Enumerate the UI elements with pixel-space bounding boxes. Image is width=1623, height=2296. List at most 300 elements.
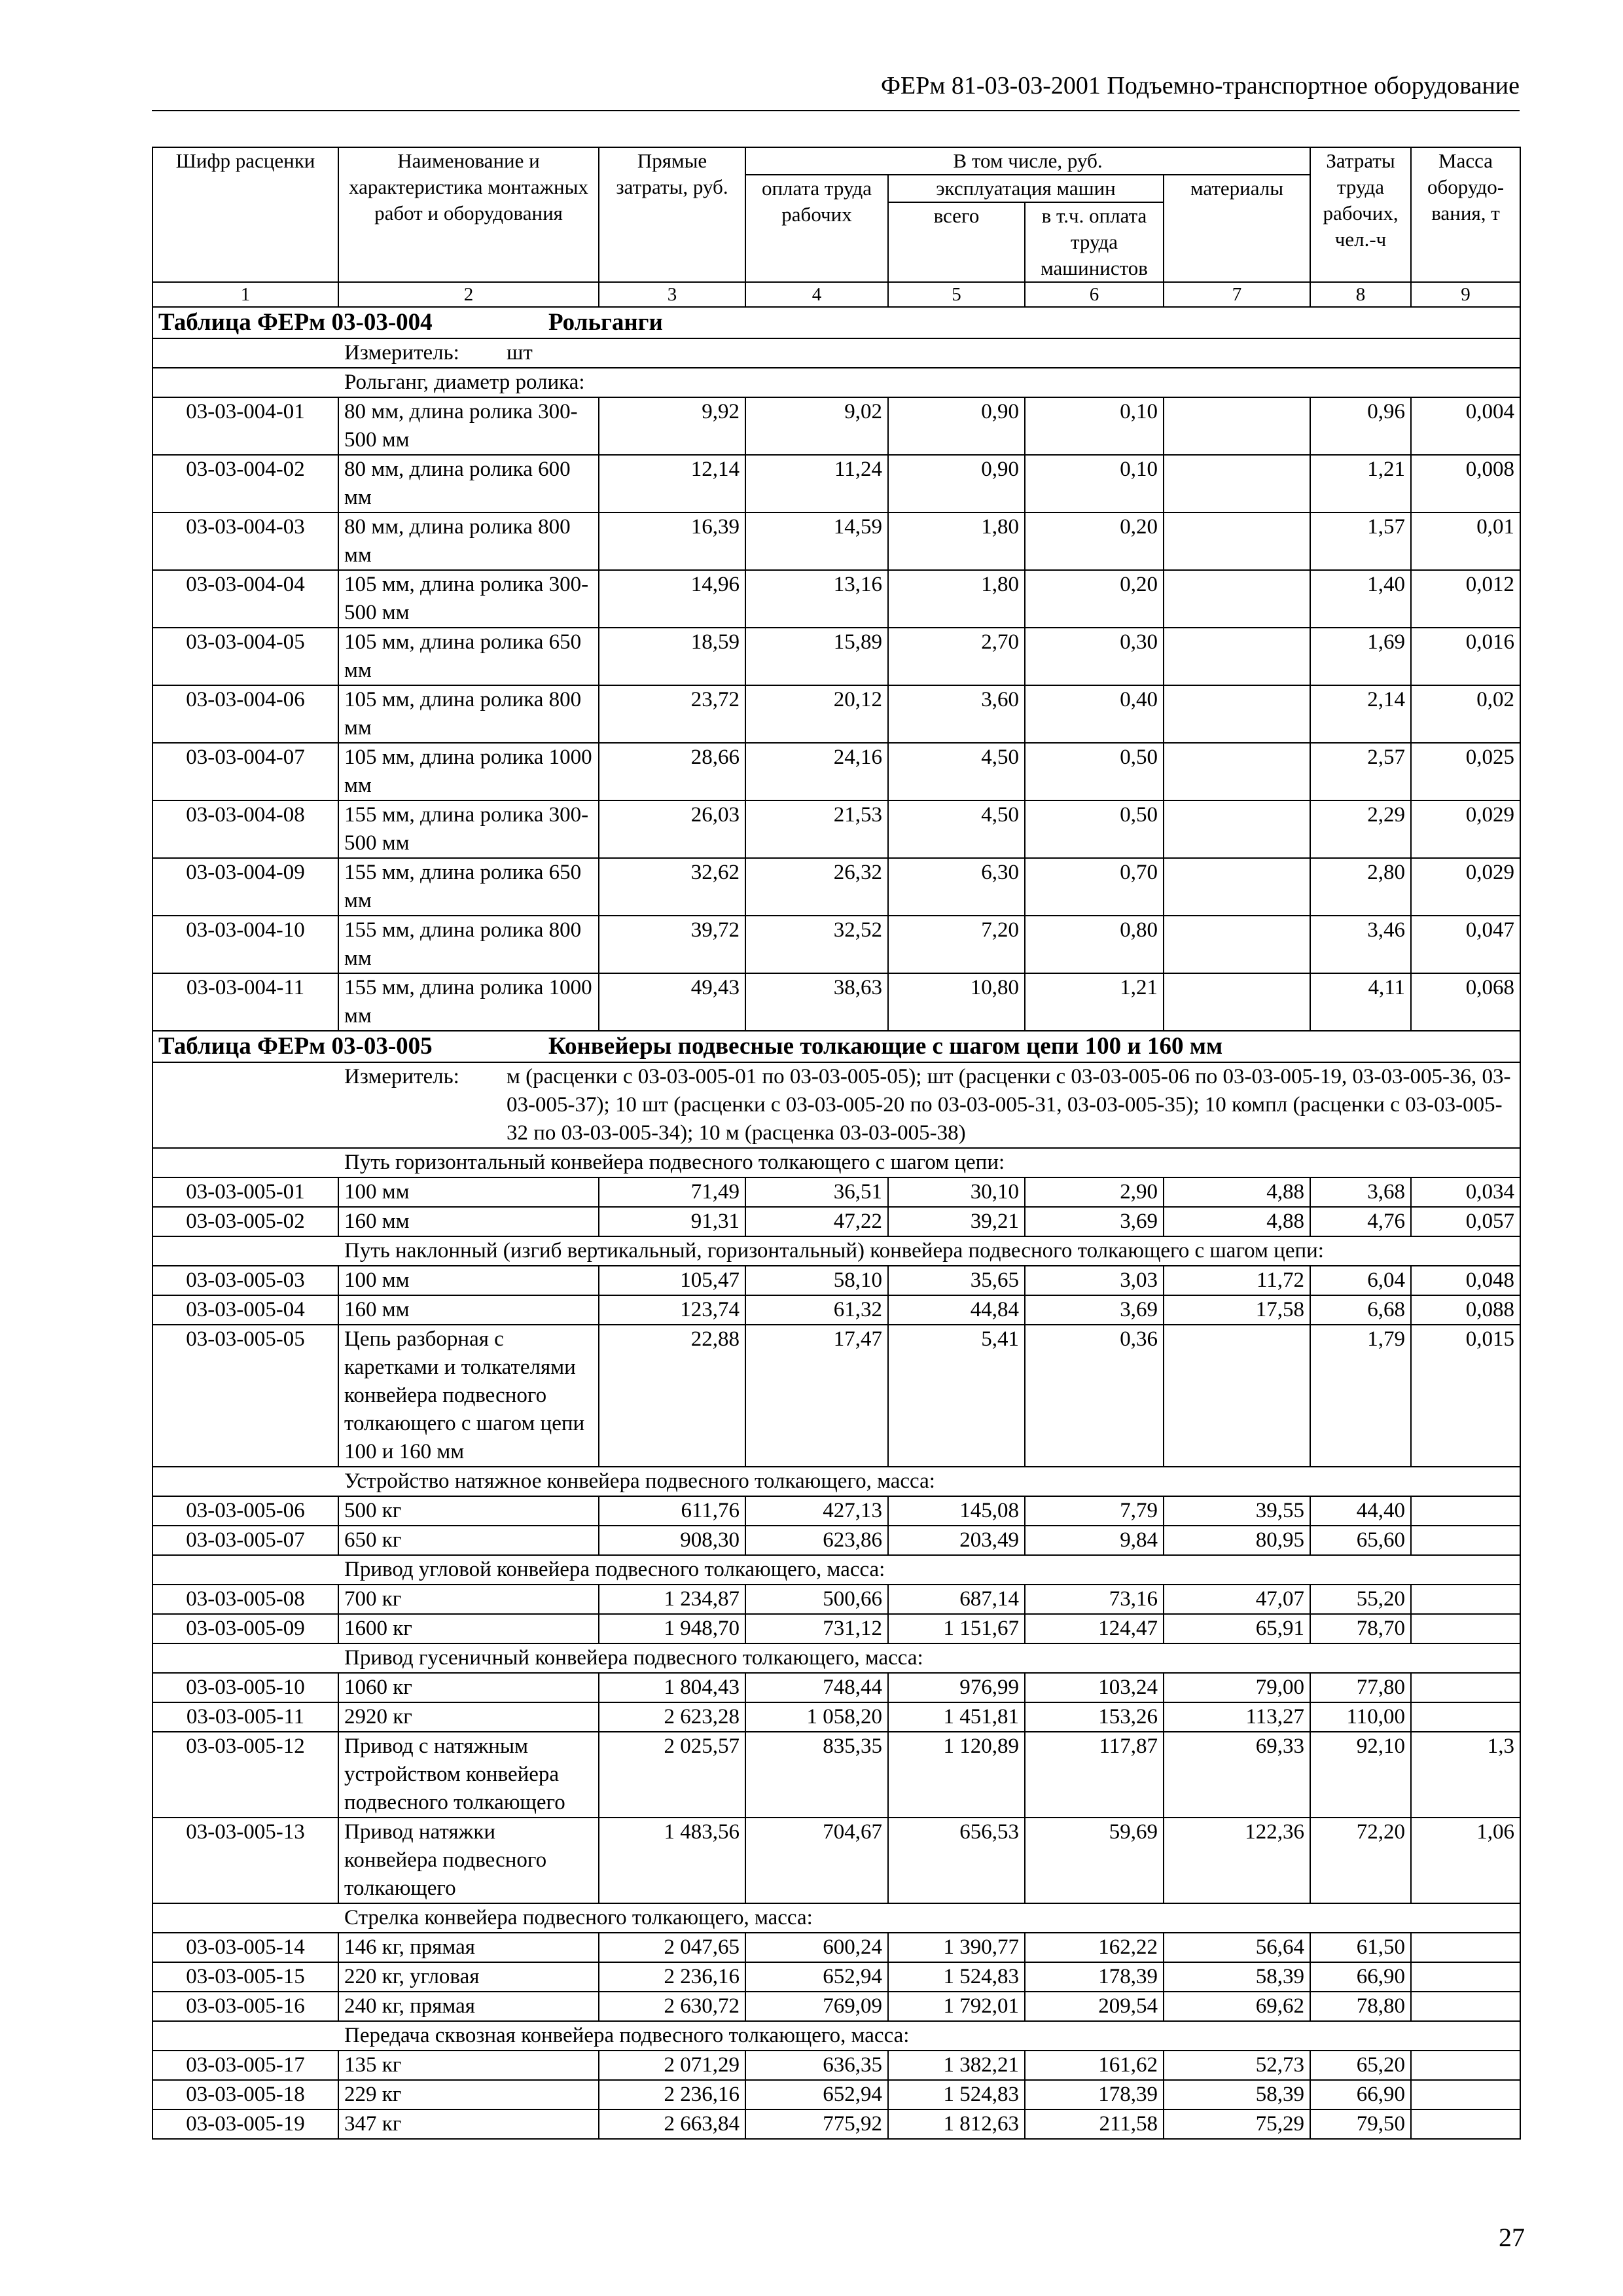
- cell-wages: 47,22: [745, 1207, 888, 1236]
- cell-code: 03-03-004-07: [152, 743, 338, 800]
- cell-machines-total: 1 382,21: [888, 2051, 1025, 2080]
- column-number: 1: [152, 282, 338, 307]
- cell-name: 105 мм, длина ролика 650 мм: [338, 628, 599, 685]
- table-row: [152, 1673, 1520, 1702]
- cell-labor: 44,40: [1310, 1496, 1411, 1526]
- cell-wages: 17,47: [745, 1325, 888, 1467]
- cell-direct-cost: 1 483,56: [599, 1818, 745, 1903]
- group-heading-cell: [152, 1148, 1520, 1177]
- cell-machines-total: 7,20: [888, 916, 1025, 973]
- cell-code: 03-03-004-09: [152, 858, 338, 916]
- cell-machines-wages: 3,03: [1025, 1266, 1164, 1295]
- cell-wages: 600,24: [745, 1933, 888, 1962]
- cell-materials: [1164, 512, 1310, 570]
- column-number: 6: [1025, 282, 1164, 307]
- cell-name: 347 кг: [338, 2109, 599, 2139]
- meter-row: [152, 338, 1520, 368]
- cell-name: 155 мм, длина ролика 650 мм: [338, 858, 599, 916]
- cell-machines-wages: 7,79: [1025, 1496, 1164, 1526]
- column-number: 3: [599, 282, 745, 307]
- cell-name: 100 мм: [338, 1266, 599, 1295]
- col-header-direct: Прямые затраты, руб.: [599, 147, 745, 282]
- cell-machines-total: 656,53: [888, 1818, 1025, 1903]
- table-row: [152, 1933, 1520, 1962]
- column-number: 7: [1164, 282, 1310, 307]
- cell-direct-cost: 91,31: [599, 1207, 745, 1236]
- cell-code: 03-03-005-10: [152, 1673, 338, 1702]
- cell-machines-wages: 153,26: [1025, 1702, 1164, 1732]
- cell-mass: 0,029: [1411, 800, 1520, 858]
- cell-machines-wages: 1,21: [1025, 973, 1164, 1031]
- cell-name: 500 кг: [338, 1496, 599, 1526]
- cell-wages: 38,63: [745, 973, 888, 1031]
- cell-labor: 2,29: [1310, 800, 1411, 858]
- cell-name: 220 кг, угловая: [338, 1962, 599, 1992]
- cell-materials: 17,58: [1164, 1295, 1310, 1325]
- cell-code: 03-03-005-16: [152, 1992, 338, 2021]
- cell-machines-total: 6,30: [888, 858, 1025, 916]
- cell-machines-wages: 0,50: [1025, 743, 1164, 800]
- cell-labor: 1,21: [1310, 455, 1411, 512]
- cell-wages: 835,35: [745, 1732, 888, 1818]
- table-row: [152, 2051, 1520, 2080]
- cell-machines-wages: 103,24: [1025, 1673, 1164, 1702]
- cell-mass: 0,008: [1411, 455, 1520, 512]
- cell-wages: 11,24: [745, 455, 888, 512]
- cell-direct-cost: 49,43: [599, 973, 745, 1031]
- cell-code: 03-03-005-09: [152, 1614, 338, 1643]
- cell-mass: [1411, 1962, 1520, 1992]
- cell-mass: 0,057: [1411, 1207, 1520, 1236]
- group-heading: Привод угловой конвейера подвесного толкающего, масса:: [344, 1558, 885, 1581]
- cell-code: 03-03-004-08: [152, 800, 338, 858]
- cell-name: 105 мм, длина ролика 300-500 мм: [338, 570, 599, 628]
- cell-mass: 0,02: [1411, 685, 1520, 743]
- col-header-labor: Затраты труда рабочих, чел.-ч: [1310, 147, 1411, 282]
- cell-mass: [1411, 1933, 1520, 1962]
- cell-labor: 72,20: [1310, 1818, 1411, 1903]
- table-row: [152, 397, 1520, 455]
- group-heading-cell: [152, 1903, 1520, 1933]
- cell-machines-total: 3,60: [888, 685, 1025, 743]
- cell-direct-cost: 123,74: [599, 1295, 745, 1325]
- cell-direct-cost: 908,30: [599, 1526, 745, 1555]
- cell-labor: 4,11: [1310, 973, 1411, 1031]
- cell-name: 155 мм, длина ролика 1000 мм: [338, 973, 599, 1031]
- table-row: [152, 1818, 1520, 1903]
- table-row: [152, 1992, 1520, 2021]
- price-table: [152, 147, 1521, 2140]
- cell-mass: [1411, 2051, 1520, 2080]
- cell-mass: [1411, 2109, 1520, 2139]
- cell-machines-total: 145,08: [888, 1496, 1025, 1526]
- meter-cell: [152, 338, 1520, 368]
- cell-mass: 0,068: [1411, 973, 1520, 1031]
- cell-labor: 1,79: [1310, 1325, 1411, 1467]
- cell-wages: 1 058,20: [745, 1702, 888, 1732]
- cell-code: 03-03-005-05: [152, 1325, 338, 1467]
- group-heading: Рольганг, диаметр ролика:: [344, 370, 585, 394]
- table-row: [152, 2109, 1520, 2139]
- cell-wages: 26,32: [745, 858, 888, 916]
- cell-machines-total: 1 451,81: [888, 1702, 1025, 1732]
- column-number: 4: [745, 282, 888, 307]
- cell-mass: 0,012: [1411, 570, 1520, 628]
- cell-direct-cost: 2 025,57: [599, 1732, 745, 1818]
- cell-direct-cost: 105,47: [599, 1266, 745, 1295]
- group-heading: Путь горизонтальный конвейера подвесного толкающего с шагом цепи:: [344, 1151, 1005, 1174]
- cell-labor: 3,46: [1310, 916, 1411, 973]
- cell-machines-wages: 0,10: [1025, 455, 1164, 512]
- cell-mass: [1411, 1992, 1520, 2021]
- cell-direct-cost: 2 071,29: [599, 2051, 745, 2080]
- cell-materials: 79,00: [1164, 1673, 1310, 1702]
- table-row: [152, 1496, 1520, 1526]
- cell-direct-cost: 39,72: [599, 916, 745, 973]
- table-row: [152, 1295, 1520, 1325]
- cell-direct-cost: 1 804,43: [599, 1673, 745, 1702]
- cell-labor: 78,70: [1310, 1614, 1411, 1643]
- cell-materials: 58,39: [1164, 1962, 1310, 1992]
- cell-name: 160 мм: [338, 1207, 599, 1236]
- group-heading-row: [152, 1643, 1520, 1673]
- cell-code: 03-03-004-05: [152, 628, 338, 685]
- cell-wages: 623,86: [745, 1526, 888, 1555]
- page-number: 27: [1499, 2223, 1525, 2252]
- cell-machines-total: 687,14: [888, 1585, 1025, 1614]
- col-header-machines: эксплуатация машин: [888, 175, 1164, 202]
- cell-wages: 20,12: [745, 685, 888, 743]
- table-row: [152, 858, 1520, 916]
- cell-machines-total: 0,90: [888, 397, 1025, 455]
- group-heading-cell: [152, 1236, 1520, 1266]
- cell-materials: 11,72: [1164, 1266, 1310, 1295]
- cell-mass: [1411, 1702, 1520, 1732]
- cell-wages: 21,53: [745, 800, 888, 858]
- table-row: [152, 800, 1520, 858]
- cell-name: 240 кг, прямая: [338, 1992, 599, 2021]
- table-title-row: [152, 1031, 1520, 1062]
- table-row: [152, 1207, 1520, 1236]
- cell-code: 03-03-005-02: [152, 1207, 338, 1236]
- cell-name: 650 кг: [338, 1526, 599, 1555]
- cell-labor: 65,60: [1310, 1526, 1411, 1555]
- cell-labor: 55,20: [1310, 1585, 1411, 1614]
- cell-direct-cost: 2 623,28: [599, 1702, 745, 1732]
- table-row: [152, 1614, 1520, 1643]
- group-heading-cell: [152, 368, 1520, 397]
- cell-machines-total: 1 390,77: [888, 1933, 1025, 1962]
- cell-wages: 13,16: [745, 570, 888, 628]
- cell-mass: 0,034: [1411, 1177, 1520, 1207]
- cell-mass: 0,088: [1411, 1295, 1520, 1325]
- running-header: [152, 71, 1520, 111]
- cell-materials: [1164, 973, 1310, 1031]
- cell-code: 03-03-004-10: [152, 916, 338, 973]
- cell-machines-wages: 0,36: [1025, 1325, 1164, 1467]
- table-label: Таблица ФЕРм 03-03-004: [158, 309, 433, 336]
- cell-direct-cost: 23,72: [599, 685, 745, 743]
- cell-wages: 36,51: [745, 1177, 888, 1207]
- group-heading-cell: [152, 2021, 1520, 2051]
- table-title: Конвейеры подвесные толкающие с шагом цепи 100 и 160 мм: [548, 1033, 1223, 1060]
- cell-code: 03-03-005-03: [152, 1266, 338, 1295]
- cell-machines-wages: 0,80: [1025, 916, 1164, 973]
- cell-materials: 56,64: [1164, 1933, 1310, 1962]
- meter-row: [152, 1062, 1520, 1148]
- cell-materials: 4,88: [1164, 1177, 1310, 1207]
- table-title-row: [152, 307, 1520, 338]
- cell-mass: [1411, 1585, 1520, 1614]
- cell-code: 03-03-005-07: [152, 1526, 338, 1555]
- cell-materials: 58,39: [1164, 2080, 1310, 2109]
- cell-direct-cost: 2 047,65: [599, 1933, 745, 1962]
- table-row: [152, 2080, 1520, 2109]
- cell-wages: 58,10: [745, 1266, 888, 1295]
- cell-code: 03-03-004-02: [152, 455, 338, 512]
- cell-machines-wages: 0,20: [1025, 570, 1164, 628]
- col-header-machines-wages: в т.ч. оплата труда машинистов: [1025, 202, 1164, 282]
- cell-mass: 0,025: [1411, 743, 1520, 800]
- cell-code: 03-03-005-15: [152, 1962, 338, 1992]
- cell-direct-cost: 2 630,72: [599, 1992, 745, 2021]
- cell-code: 03-03-005-13: [152, 1818, 338, 1903]
- cell-wages: 500,66: [745, 1585, 888, 1614]
- table-row: [152, 455, 1520, 512]
- cell-direct-cost: 22,88: [599, 1325, 745, 1467]
- cell-mass: 1,06: [1411, 1818, 1520, 1903]
- cell-machines-wages: 0,30: [1025, 628, 1164, 685]
- cell-wages: 636,35: [745, 2051, 888, 2080]
- cell-labor: 1,57: [1310, 512, 1411, 570]
- cell-direct-cost: 1 948,70: [599, 1614, 745, 1643]
- cell-code: 03-03-004-01: [152, 397, 338, 455]
- cell-mass: 0,029: [1411, 858, 1520, 916]
- cell-machines-total: 35,65: [888, 1266, 1025, 1295]
- cell-labor: 0,96: [1310, 397, 1411, 455]
- cell-machines-total: 1 812,63: [888, 2109, 1025, 2139]
- cell-wages: 15,89: [745, 628, 888, 685]
- cell-machines-wages: 0,50: [1025, 800, 1164, 858]
- cell-mass: 0,015: [1411, 1325, 1520, 1467]
- group-heading-row: [152, 1903, 1520, 1933]
- table-row: [152, 685, 1520, 743]
- group-heading-row: [152, 1555, 1520, 1585]
- cell-code: 03-03-005-08: [152, 1585, 338, 1614]
- cell-materials: [1164, 455, 1310, 512]
- column-number-row: [152, 282, 1520, 307]
- cell-direct-cost: 2 236,16: [599, 2080, 745, 2109]
- cell-materials: 75,29: [1164, 2109, 1310, 2139]
- cell-code: 03-03-004-03: [152, 512, 338, 570]
- cell-materials: [1164, 858, 1310, 916]
- cell-code: 03-03-005-06: [152, 1496, 338, 1526]
- cell-labor: 66,90: [1310, 1962, 1411, 1992]
- running-title: ФЕРм 81-03-03-2001 Подъемно-транспортное оборудование: [881, 72, 1520, 99]
- cell-machines-total: 2,70: [888, 628, 1025, 685]
- cell-materials: 69,33: [1164, 1732, 1310, 1818]
- table-row: [152, 973, 1520, 1031]
- cell-machines-total: 1,80: [888, 512, 1025, 570]
- cell-materials: 52,73: [1164, 2051, 1310, 2080]
- cell-name: 229 кг: [338, 2080, 599, 2109]
- cell-name: 80 мм, длина ролика 300-500 мм: [338, 397, 599, 455]
- cell-labor: 4,76: [1310, 1207, 1411, 1236]
- cell-machines-wages: 211,58: [1025, 2109, 1164, 2139]
- cell-wages: 9,02: [745, 397, 888, 455]
- group-heading: Устройство натяжное конвейера подвесного толкающего, масса:: [344, 1469, 935, 1493]
- cell-direct-cost: 611,76: [599, 1496, 745, 1526]
- cell-labor: 79,50: [1310, 2109, 1411, 2139]
- cell-machines-wages: 73,16: [1025, 1585, 1164, 1614]
- cell-code: 03-03-005-18: [152, 2080, 338, 2109]
- cell-machines-wages: 209,54: [1025, 1992, 1164, 2021]
- cell-labor: 78,80: [1310, 1992, 1411, 2021]
- cell-direct-cost: 32,62: [599, 858, 745, 916]
- cell-machines-wages: 3,69: [1025, 1207, 1164, 1236]
- cell-name: 105 мм, длина ролика 1000 мм: [338, 743, 599, 800]
- cell-mass: [1411, 1673, 1520, 1702]
- cell-labor: 66,90: [1310, 2080, 1411, 2109]
- cell-machines-wages: 0,40: [1025, 685, 1164, 743]
- cell-machines-total: 4,50: [888, 800, 1025, 858]
- cell-materials: 80,95: [1164, 1526, 1310, 1555]
- cell-code: 03-03-004-11: [152, 973, 338, 1031]
- cell-machines-wages: 9,84: [1025, 1526, 1164, 1555]
- table-row: [152, 916, 1520, 973]
- cell-direct-cost: 1 234,87: [599, 1585, 745, 1614]
- cell-materials: [1164, 800, 1310, 858]
- col-header-including: В том числе, руб.: [745, 147, 1310, 175]
- group-heading-cell: [152, 1643, 1520, 1673]
- column-number: 2: [338, 282, 599, 307]
- column-number: 8: [1310, 282, 1411, 307]
- cell-name: 100 мм: [338, 1177, 599, 1207]
- cell-labor: 2,14: [1310, 685, 1411, 743]
- cell-wages: 61,32: [745, 1295, 888, 1325]
- cell-materials: 65,91: [1164, 1614, 1310, 1643]
- col-header-code: Шифр расценки: [152, 147, 338, 282]
- cell-wages: 775,92: [745, 2109, 888, 2139]
- cell-code: 03-03-005-11: [152, 1702, 338, 1732]
- cell-materials: 4,88: [1164, 1207, 1310, 1236]
- cell-labor: 6,04: [1310, 1266, 1411, 1295]
- cell-name: 80 мм, длина ролика 600 мм: [338, 455, 599, 512]
- group-heading-row: [152, 1148, 1520, 1177]
- cell-direct-cost: 2 663,84: [599, 2109, 745, 2139]
- group-heading: Передача сквозная конвейера подвесного толкающего, масса:: [344, 2024, 910, 2047]
- cell-labor: 61,50: [1310, 1933, 1411, 1962]
- cell-materials: 113,27: [1164, 1702, 1310, 1732]
- cell-labor: 1,69: [1310, 628, 1411, 685]
- table-row: [152, 1702, 1520, 1732]
- cell-name: Цепь разборная с каретками и толкателями конвейера подвесного толкающего с шагом цепи 100 и 160 мм: [338, 1325, 599, 1467]
- cell-mass: 0,004: [1411, 397, 1520, 455]
- cell-machines-total: 976,99: [888, 1673, 1025, 1702]
- cell-direct-cost: 26,03: [599, 800, 745, 858]
- cell-machines-total: 1 524,83: [888, 1962, 1025, 1992]
- table-row: [152, 1585, 1520, 1614]
- table-row: [152, 743, 1520, 800]
- cell-labor: 110,00: [1310, 1702, 1411, 1732]
- table-header: [152, 147, 1520, 307]
- group-heading-row: [152, 1467, 1520, 1496]
- cell-labor: 3,68: [1310, 1177, 1411, 1207]
- cell-labor: 77,80: [1310, 1673, 1411, 1702]
- column-number: 5: [888, 282, 1025, 307]
- meter-cell: [152, 1062, 1520, 1148]
- group-heading: Привод гусеничный конвейера подвесного толкающего, масса:: [344, 1646, 923, 1670]
- cell-name: 1060 кг: [338, 1673, 599, 1702]
- cell-name: 80 мм, длина ролика 800 мм: [338, 512, 599, 570]
- group-heading-row: [152, 1236, 1520, 1266]
- cell-machines-total: 1 524,83: [888, 2080, 1025, 2109]
- table-row: [152, 570, 1520, 628]
- cell-machines-wages: 178,39: [1025, 1962, 1164, 1992]
- cell-name: 135 кг: [338, 2051, 599, 2080]
- cell-code: 03-03-005-17: [152, 2051, 338, 2080]
- cell-name: 146 кг, прямая: [338, 1933, 599, 1962]
- table-row: [152, 512, 1520, 570]
- cell-wages: 652,94: [745, 1962, 888, 1992]
- meter-label: Измеритель:: [344, 1065, 459, 1088]
- cell-machines-wages: 178,39: [1025, 2080, 1164, 2109]
- cell-materials: [1164, 628, 1310, 685]
- meter-value: шт: [507, 341, 533, 365]
- cell-materials: 69,62: [1164, 1992, 1310, 2021]
- column-number: 9: [1411, 282, 1520, 307]
- cell-code: 03-03-004-06: [152, 685, 338, 743]
- cell-name: Привод натяжки конвейера подвесного толкающего: [338, 1818, 599, 1903]
- group-heading-row: [152, 2021, 1520, 2051]
- cell-direct-cost: 28,66: [599, 743, 745, 800]
- cell-name: 700 кг: [338, 1585, 599, 1614]
- cell-machines-total: 5,41: [888, 1325, 1025, 1467]
- cell-direct-cost: 12,14: [599, 455, 745, 512]
- cell-name: 160 мм: [338, 1295, 599, 1325]
- cell-machines-total: 10,80: [888, 973, 1025, 1031]
- group-heading: Стрелка конвейера подвесного толкающего, масса:: [344, 1906, 813, 1929]
- cell-machines-total: 30,10: [888, 1177, 1025, 1207]
- col-header-mass: Масса оборудо-вания, т: [1411, 147, 1520, 282]
- cell-name: Привод с натяжным устройством конвейера подвесного толкающего: [338, 1732, 599, 1818]
- cell-mass: [1411, 1496, 1520, 1526]
- cell-machines-total: 1 151,67: [888, 1614, 1025, 1643]
- cell-machines-total: 4,50: [888, 743, 1025, 800]
- table-row: [152, 628, 1520, 685]
- meter-label: Измеритель:: [344, 341, 459, 365]
- cell-machines-wages: 59,69: [1025, 1818, 1164, 1903]
- cell-mass: [1411, 1614, 1520, 1643]
- cell-direct-cost: 2 236,16: [599, 1962, 745, 1992]
- cell-materials: 47,07: [1164, 1585, 1310, 1614]
- cell-labor: 65,20: [1310, 2051, 1411, 2080]
- cell-labor: 2,80: [1310, 858, 1411, 916]
- cell-direct-cost: 71,49: [599, 1177, 745, 1207]
- cell-machines-wages: 0,20: [1025, 512, 1164, 570]
- table-title-cell: [152, 1031, 1520, 1062]
- cell-machines-wages: 0,70: [1025, 858, 1164, 916]
- cell-name: 155 мм, длина ролика 800 мм: [338, 916, 599, 973]
- table-body: [152, 307, 1520, 2139]
- cell-wages: 704,67: [745, 1818, 888, 1903]
- cell-wages: 32,52: [745, 916, 888, 973]
- cell-machines-total: 1 792,01: [888, 1992, 1025, 2021]
- cell-labor: 1,40: [1310, 570, 1411, 628]
- table-title: Рольганги: [548, 309, 663, 336]
- cell-code: 03-03-005-14: [152, 1933, 338, 1962]
- cell-name: 105 мм, длина ролика 800 мм: [338, 685, 599, 743]
